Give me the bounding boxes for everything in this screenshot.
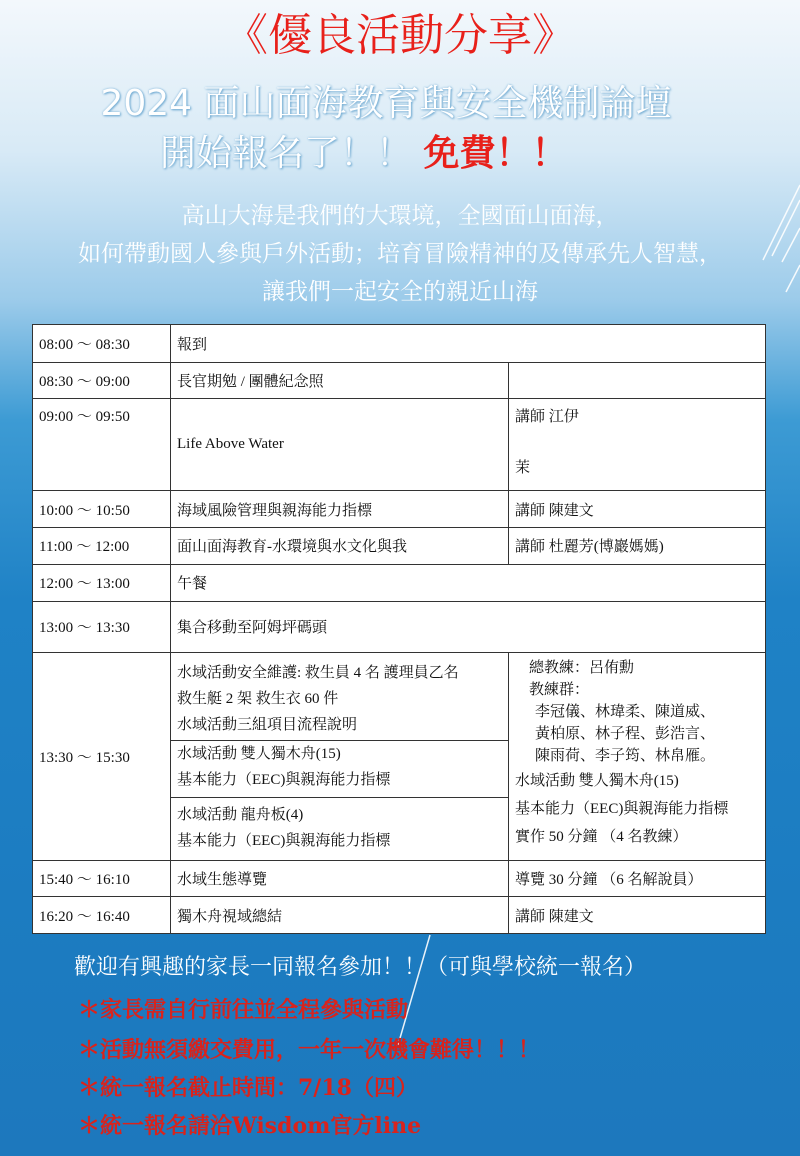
table-row	[33, 527, 766, 564]
table-row	[33, 564, 766, 602]
activity-cell: 午餐	[171, 564, 766, 602]
speaker-name: 講師 江伊	[515, 409, 579, 426]
time-cell: 16:20 ～ 16:40	[33, 897, 171, 934]
water-activity-cell	[171, 652, 509, 860]
table-row	[33, 491, 766, 528]
safety-line: 水域活動安全維護: 救生員 4 名 護理員乙名	[177, 665, 459, 682]
canoe-line: 基本能力（EEC)與親海能力指標	[177, 772, 391, 789]
table-row	[33, 325, 766, 363]
welcome-text: 歡迎有興趣的家長一同報名參加！！（可與學校統一報名）	[74, 955, 647, 980]
speaker-cell: 講師 陳建文	[509, 897, 766, 934]
speaker-cell	[509, 399, 766, 491]
dragon-board-block	[171, 798, 508, 858]
time-cell: 12:00 ～ 13:00	[33, 564, 171, 602]
speaker-cell: 講師 陳建文	[509, 491, 766, 528]
time-cell: 13:00 ～ 13:30	[33, 602, 171, 653]
time-cell: 13:30 ～ 15:30	[33, 652, 171, 860]
table-row	[33, 652, 766, 860]
intro-line-3: 讓我們一起安全的親近山海	[262, 279, 538, 305]
speaker-cell: 講師 杜麗芳(博巖媽媽)	[509, 527, 766, 564]
coach-cell	[509, 652, 766, 860]
schedule-table	[32, 324, 766, 934]
table-row	[33, 860, 766, 897]
activity-cell: 水域生態導覽	[171, 860, 509, 897]
time-cell: 10:00 ～ 10:50	[33, 491, 171, 528]
detail-line: 基本能力（EEC)與親海能力指標	[515, 800, 729, 817]
coach-line: 陳雨荷、李子筠、林帛雁。	[535, 747, 716, 764]
coach-line: 黃柏原、林子程、彭浩言、	[535, 725, 716, 742]
table-row	[33, 399, 766, 491]
coach-list	[515, 657, 759, 767]
speaker-cell	[509, 362, 766, 399]
time-cell: 11:00 ～ 12:00	[33, 527, 171, 564]
table-row	[33, 897, 766, 934]
safety-line: 救生艇 2 架 救生衣 60 件	[177, 691, 339, 708]
note-line: ＊活動無須繳交費用，一年一次機會難得！！！	[78, 1037, 541, 1063]
coach-line: 總教練：呂侑勳	[529, 659, 635, 676]
free-badge: 免費！！	[423, 133, 568, 174]
speaker-cell: 導覽 30 分鐘 （6 名解說員）	[509, 860, 766, 897]
detail-line: 實作 50 分鐘 （4 名教練）	[515, 828, 688, 845]
activity-cell: 獨木舟視域總結	[171, 897, 509, 934]
activity-cell: 面山面海教育-水環境與水文化與我	[171, 527, 509, 564]
dragon-board-line: 水域活動 龍舟板(4)	[177, 807, 304, 824]
poster-title: 《優良活動分享》	[224, 10, 576, 61]
activity-cell: 海域風險管理與親海能力指標	[171, 491, 509, 528]
speaker-name-continued: 茉	[515, 460, 531, 477]
time-cell: 15:40 ～ 16:10	[33, 860, 171, 897]
table-row	[33, 602, 766, 653]
time-cell: 08:30 ～ 09:00	[33, 362, 171, 399]
time-cell: 09:00 ～ 09:50	[33, 399, 171, 491]
note-line: ＊家長需自行前往並全程參與活動	[78, 997, 409, 1023]
safety-block	[171, 654, 508, 741]
intro-line-1: 高山大海是我們的大環境，全國面山面海，	[181, 203, 619, 229]
activity-cell: 長官期勉 / 團體紀念照	[171, 362, 509, 399]
coach-line: 李冠儀、林瑋柔、陳道威、	[535, 703, 716, 720]
table-row	[33, 362, 766, 399]
note-line: ＊統一報名請洽Wisdom官方line	[78, 1113, 422, 1139]
signup-text: 開始報名了！！	[160, 133, 413, 174]
activity-cell: 集合移動至阿姆坪碼頭	[171, 602, 766, 653]
coach-line: 教練群：	[529, 681, 590, 698]
signup-line	[160, 128, 640, 180]
forum-title: 2024 面山面海教育與安全機制論壇	[100, 83, 672, 124]
note-line: ＊統一報名截止時間：7/18（四）	[78, 1075, 418, 1101]
intro-line-2: 如何帶動國人參與戶外活動；培育冒險精神的及傳承先人智慧，	[78, 241, 722, 267]
activity-cell: 報到	[171, 325, 766, 363]
canoe-line: 水域活動 雙人獨木舟(15)	[177, 746, 341, 763]
time-cell: 08:00 ～ 08:30	[33, 325, 171, 363]
canoe-block	[171, 741, 508, 798]
safety-line: 水域活動三組項目流程說明	[177, 717, 358, 734]
practice-detail	[515, 767, 759, 851]
dragon-board-line: 基本能力（EEC)與親海能力指標	[177, 833, 391, 850]
detail-line: 水域活動 雙人獨木舟(15)	[515, 772, 679, 789]
activity-cell: Life Above Water	[171, 399, 509, 491]
